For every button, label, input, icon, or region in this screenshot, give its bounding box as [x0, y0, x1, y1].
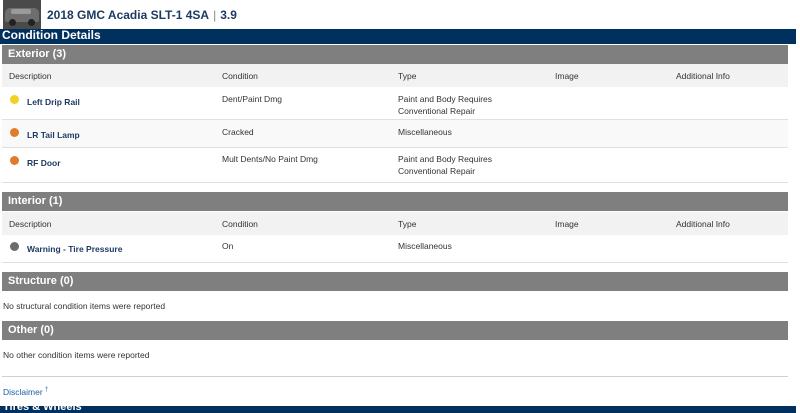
- severity-dot-icon: [10, 128, 19, 137]
- vehicle-thumbnail[interactable]: [3, 0, 41, 29]
- damage-condition: On: [222, 241, 234, 251]
- damage-type: Paint and Body Requires: [398, 94, 493, 104]
- other-header: Other (0): [2, 321, 788, 340]
- col-additional-info: Additional Info: [676, 219, 730, 229]
- interior-column-headers: [2, 212, 788, 235]
- table-row: [2, 120, 788, 148]
- col-type: Type: [398, 71, 417, 81]
- col-condition: Condition: [222, 219, 258, 229]
- damage-description-link[interactable]: Left Drip Rail: [27, 97, 80, 107]
- col-image: Image: [555, 71, 579, 81]
- structure-header: Structure (0): [2, 272, 788, 291]
- exterior-header: Exterior (3): [2, 45, 788, 64]
- damage-type-line2: Conventional Repair: [398, 166, 476, 176]
- table-row: [2, 235, 788, 263]
- table-row: [2, 148, 788, 183]
- exterior-column-headers: [2, 64, 788, 87]
- damage-description-link[interactable]: RF Door: [27, 158, 61, 168]
- severity-dot-icon: [10, 95, 19, 104]
- damage-condition: Mult Dents/No Paint Dmg: [222, 154, 318, 164]
- disclaimer-link[interactable]: [3, 387, 48, 397]
- title-separator: |: [213, 8, 217, 22]
- damage-condition: Cracked: [222, 127, 254, 137]
- col-image: Image: [555, 219, 579, 229]
- vehicle-header: [0, 0, 800, 29]
- damage-description-link[interactable]: Warning - Tire Pressure: [27, 244, 123, 254]
- severity-dot-icon: [10, 242, 19, 251]
- damage-description-link[interactable]: LR Tail Lamp: [27, 130, 80, 140]
- condition-grade: 3.9: [220, 8, 237, 22]
- tires-wheels-header: [0, 401, 796, 413]
- damage-type: Miscellaneous: [398, 127, 452, 137]
- table-row: [2, 87, 788, 120]
- col-additional-info: Additional Info: [676, 71, 730, 81]
- disclaimer-label: Disclaimer: [3, 387, 43, 397]
- vehicle-name: 2018 GMC Acadia SLT-1 4SA: [47, 8, 210, 22]
- tires-wheels-label: Tires & Wheels: [3, 401, 82, 413]
- col-condition: Condition: [222, 71, 258, 81]
- other-empty-message: No other condition items were reported: [3, 350, 150, 360]
- damage-condition: Dent/Paint Dmg: [222, 94, 282, 104]
- structure-empty-message: No structural condition items were reported: [3, 301, 166, 311]
- vehicle-title: [47, 8, 237, 22]
- damage-type-line2: Conventional Repair: [398, 106, 476, 116]
- col-type: Type: [398, 219, 417, 229]
- section-divider: [2, 376, 788, 377]
- damage-type: Miscellaneous: [398, 241, 452, 251]
- damage-type: Paint and Body Requires: [398, 154, 493, 164]
- dagger-icon: †: [45, 387, 49, 394]
- condition-details-header: Condition Details: [0, 29, 796, 44]
- severity-dot-icon: [10, 156, 19, 165]
- col-description: Description: [9, 219, 52, 229]
- col-description: Description: [9, 71, 52, 81]
- interior-header: Interior (1): [2, 192, 788, 211]
